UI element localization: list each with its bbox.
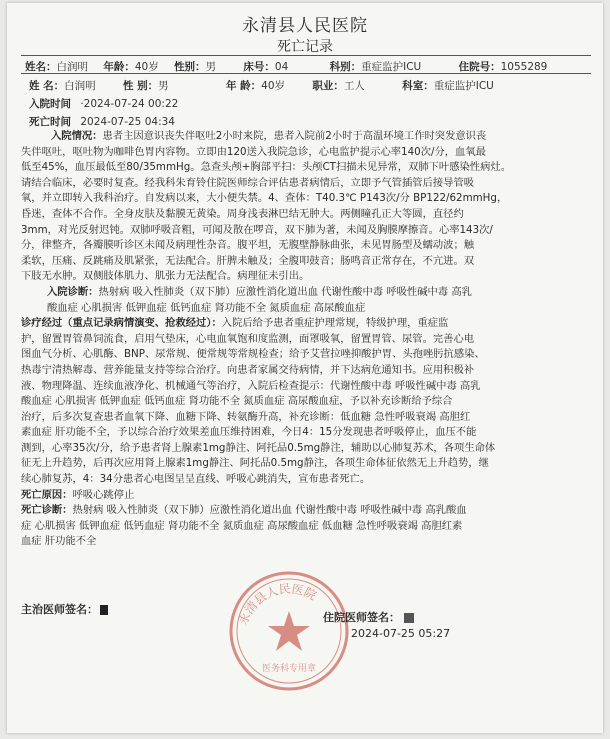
name-value: 白润明 bbox=[56, 61, 88, 73]
record-body bbox=[21, 129, 591, 550]
patient-ward-label: 科室： bbox=[402, 80, 434, 92]
course-line: 酸血症 心肌损害 低钾血症 低钙血症 肾功能不全 氮质血症 高尿酸血症，予以补充诊断给予综合 bbox=[21, 395, 453, 408]
admission-line: 请结合临床，必要时复查。经我科朱育铃住院医师综合评估患者病情后，立即予气管插管后接导管吸 bbox=[21, 176, 475, 189]
star-icon bbox=[268, 611, 310, 651]
course-line: 治疗，后多次复查患者血氧下降、血糖下降、转氨酶升高，补充诊断：低血糖 急性呼吸衰竭 高胆红 bbox=[21, 410, 471, 423]
course-line: 续心肺复苏，4：34分患者心电图呈呈直线、呼吸心跳消失，宣布患者死亡。 bbox=[21, 473, 371, 486]
redacted-signature-icon bbox=[100, 605, 108, 615]
patient-age-label: 年 龄： bbox=[226, 80, 262, 92]
patient-ward-value: 重症监护ICU bbox=[433, 80, 494, 92]
course-line: 素血症 肝功能不全，予以综合治疗效果差血压维持困难，今日4：15分发现患者呼吸停止，血压不能 bbox=[21, 426, 477, 439]
patient-job-label: 职业： bbox=[312, 80, 344, 92]
death-dx-text: 热射病 吸入性肺炎（双下肺）应激性消化道出血 代谢性酸中毒 呼吸性碱中毒 高乳酸血 bbox=[72, 504, 467, 517]
death-time-label: 死亡时间 bbox=[29, 116, 71, 128]
cause-label: 死亡原因： bbox=[21, 488, 73, 501]
dept-label: 科别： bbox=[329, 61, 362, 73]
course-line: 图血气分析、心肌酶、BNP、尿常规、便常规等常规检查；给予艾营拉唑抑酸护胃、头孢唑肟抗感染、 bbox=[21, 348, 485, 361]
admission-line: 失伴呕吐，呕吐物为咖啡色胃内容物。立即由120送入我院急诊，心电监护提示心率140次/分，血氧最 bbox=[21, 145, 486, 158]
admission-line: 氧，并立即转入我科治疗。自发病以来，大小便失禁。4、查体：T40.3℃ P143次/分 BP122/62mmHg， bbox=[21, 192, 508, 205]
divider-info bbox=[21, 73, 591, 74]
admission-line: 昏迷，查体不合作。全身皮肤及黏膜无黄染。周身浅表淋巴结无肿大。两侧瞳孔正大等圆，直径约 bbox=[21, 207, 464, 220]
patient-name-value: 白润明 bbox=[64, 80, 96, 92]
diagnosis-label: 入院诊断： bbox=[47, 285, 99, 298]
age-value: 40岁 bbox=[134, 61, 159, 73]
admission-label: 入院情况： bbox=[51, 130, 103, 142]
patient-age-value: 40岁 bbox=[261, 80, 286, 92]
age-label: 年龄： bbox=[103, 61, 135, 73]
death-dx-line: 血症 肝功能不全 bbox=[21, 535, 97, 548]
redacted-signature-icon bbox=[404, 613, 414, 623]
patient-sex-value: 男 bbox=[158, 80, 169, 92]
resident-label: 住院医师签名： bbox=[323, 611, 400, 624]
course-label: 诊疗经过（重点记录病情演变、抢救经过）： bbox=[21, 317, 222, 330]
admission-text: 患者主因意识丧失伴呕吐2小时来院，患者入院前2小时于高温环境工作时突发意识丧 bbox=[102, 130, 487, 142]
admission-line-1 bbox=[21, 129, 591, 145]
death-dx-line: 症 心肌损害 低钾血症 低钙血症 肾功能不全 氮质血症 高尿酸血症 低血糖 急性呼吸衰竭 高胆红素 bbox=[21, 519, 463, 532]
admit-time-label: 入院时间 bbox=[29, 98, 71, 110]
course-line: 液、物理降温、连续血液净化、机械通气等治疗，入院后检查提示：代谢性酸中毒 呼吸性碱中毒 高乳 bbox=[21, 379, 481, 392]
signed-time: 2024-07-25 05:27 bbox=[351, 627, 451, 640]
course-text: 入院后给予患者重症护理常规，特级护理，重症监 bbox=[221, 317, 449, 330]
svg-text:永清县人民医院: 永清县人民医院 bbox=[235, 581, 319, 628]
death-time-value: 2024-07-25 04:34 bbox=[80, 116, 175, 128]
document-title: 死亡记录 bbox=[277, 39, 333, 55]
cause-line bbox=[21, 488, 591, 504]
course-line: 护，留置胃管鼻饲流食，启用气垫床，心电血氧饱和度监测，面罩吸氧，留置胃管、尿管。完善心电 bbox=[21, 332, 475, 345]
name-label: 姓名： bbox=[25, 61, 57, 73]
admit-time-value: ·2024-07-24 00:22 bbox=[80, 98, 179, 110]
death-dx-line-1 bbox=[21, 503, 591, 519]
admission-line: 下肢无水肿。双侧肢体肌力、肌张力无法配合。病理征未引出。 bbox=[21, 270, 310, 283]
admission-line: 低至45%，血压最低至80/35mmHg。急查头颅+胸部平扫：头颅CT扫描未见异常，双肺下叶感染性病灶。 bbox=[21, 161, 511, 174]
sex-label: 性别： bbox=[174, 61, 206, 73]
divider-top bbox=[21, 55, 591, 56]
bed-label: 床号： bbox=[243, 61, 275, 73]
attending-label: 主治医师签名： bbox=[21, 603, 98, 616]
death-time-row bbox=[29, 114, 175, 129]
hospital-name: 永清县人民医院 bbox=[242, 16, 368, 36]
attending-signature bbox=[21, 601, 108, 617]
diagnosis-line-1 bbox=[21, 285, 591, 301]
patient-row bbox=[29, 78, 494, 93]
diagnosis-text: 热射病 吸入性肺炎（双下肺）应激性消化道出血 代谢性酸中毒 呼吸性碱中毒 高乳 bbox=[98, 285, 472, 298]
patient-name-label: 姓 名： bbox=[29, 80, 65, 92]
course-line: 热毒宁清热解毒、营养能量支持等综合治疗。向患者家属交待病情，并下达病危通知书。应用积极补 bbox=[21, 363, 475, 376]
dept-value: 重症监护ICU bbox=[361, 61, 422, 73]
death-dx-label: 死亡诊断： bbox=[21, 504, 73, 517]
admission-line: 3mm，对光反射迟钝。双肺呼吸音粗，可闻及散在啰音，双下肺为著，未闻及胸膜摩擦音。心率143次/ bbox=[21, 223, 493, 236]
admission-line: 分，律整齐，各瓣膜听诊区未闻及病理性杂音。腹平坦，无腹壁静脉曲张，未见胃肠型及蠕动波；触 bbox=[21, 239, 475, 252]
patient-sex-label: 性 别： bbox=[123, 80, 159, 92]
sex-value: 男 bbox=[205, 61, 217, 73]
bed-value: 04 bbox=[274, 61, 289, 73]
resident-signature bbox=[323, 609, 414, 625]
admit-time-row bbox=[29, 96, 178, 111]
admission-line: 柔软，压痛、反跳痛及肌紧张，无法配合。肝脾未触及；全腹叩鼓音；肠鸣音正常存在，不亢进。双 bbox=[21, 254, 475, 267]
admission-no-label: 住院号： bbox=[458, 61, 501, 73]
course-line-1 bbox=[21, 316, 591, 332]
cause-value: 呼吸心跳停止 bbox=[72, 488, 135, 501]
course-line: 征无上升趋势，后再次应用肾上腺素1mg静注、阿托品0.5mg静注，各项生命体征依然无上升趋势，继 bbox=[21, 457, 489, 470]
admission-no-value: 1055289 bbox=[500, 61, 548, 73]
patient-job-value: 工人 bbox=[343, 80, 365, 92]
course-line: 测到，心率35次/分，给予患者肾上腺素1mg静注、阿托品0.5mg静注，辅助以心肺复苏术，各项生命体 bbox=[21, 441, 496, 454]
svg-text:医务科专用章: 医务科专用章 bbox=[261, 664, 317, 674]
hospital-seal-stamp bbox=[225, 567, 353, 695]
document-page bbox=[7, 3, 603, 733]
info-row bbox=[25, 59, 547, 74]
diagnosis-line: 酸血症 心肌损害 低钾血症 低钙血症 肾功能不全 氮质血症 高尿酸血症 bbox=[47, 301, 366, 314]
